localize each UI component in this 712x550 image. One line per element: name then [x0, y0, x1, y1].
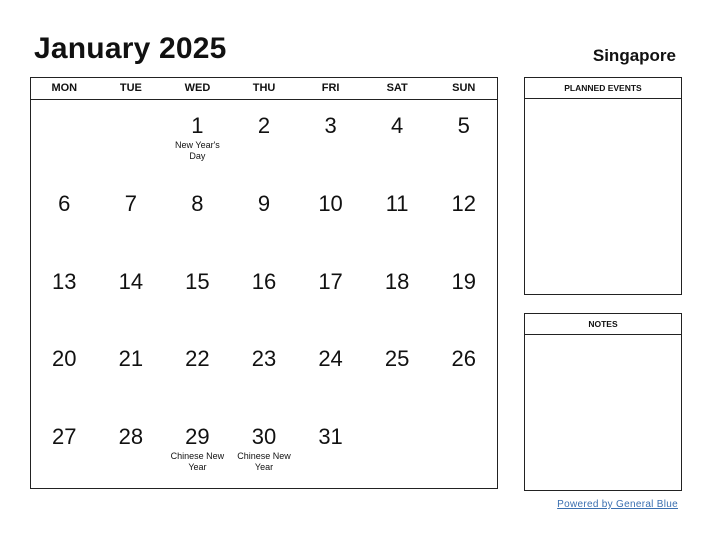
day-number: 17 [318, 268, 343, 294]
day-number: 26 [451, 346, 476, 372]
powered-by-link[interactable]: Powered by General Blue [557, 499, 678, 510]
country-label: Singapore [592, 46, 676, 65]
day-number: 21 [118, 346, 144, 372]
day-cell [364, 178, 431, 256]
calendar-grid [30, 77, 498, 489]
day-number: 12 [451, 190, 476, 216]
day-number: 24 [318, 346, 343, 372]
day-cell [297, 256, 364, 334]
notes-header: NOTES [525, 314, 681, 335]
day-number: 4 [391, 113, 404, 138]
day-number: 13 [52, 268, 77, 294]
day-cell [364, 100, 431, 178]
day-cell [164, 178, 231, 256]
day-number: 18 [384, 268, 410, 294]
day-cell [31, 411, 98, 489]
notes-panel [524, 313, 682, 491]
day-cell [231, 178, 298, 256]
weekday-tue: TUE [119, 82, 142, 94]
day-cell [364, 333, 431, 411]
day-number: 15 [185, 268, 210, 294]
day-number: 5 [457, 113, 470, 138]
day-cell [98, 256, 165, 334]
day-cell [231, 333, 298, 411]
day-number: 9 [257, 190, 271, 216]
day-cell [430, 411, 497, 489]
day-cell [231, 100, 298, 178]
day-cell [231, 256, 298, 334]
day-cell [31, 333, 98, 411]
day-number: 7 [124, 190, 137, 216]
day-number: 2 [257, 113, 271, 138]
day-cell [297, 178, 364, 256]
day-number: 6 [58, 190, 71, 216]
planned-events-header: PLANNED EVENTS [525, 78, 681, 99]
day-cell [430, 333, 497, 411]
weekday-wed: WED [184, 82, 211, 94]
day-number: 1 [191, 113, 204, 138]
holiday-label: Chinese New Year [237, 451, 291, 473]
day-number: 16 [251, 268, 277, 294]
day-cell [430, 178, 497, 256]
day-cell [430, 256, 497, 334]
weekday-thu: THU [252, 82, 276, 94]
weekday-sat: SAT [386, 82, 408, 94]
day-number: 29 [185, 424, 210, 450]
day-number: 30 [251, 424, 277, 450]
weekday-fri: FRI [321, 82, 340, 94]
day-cell [98, 178, 165, 256]
day-cell [430, 100, 497, 178]
day-number: 27 [52, 424, 77, 450]
day-number: 10 [318, 190, 343, 216]
day-cell [297, 100, 364, 178]
day-number: 25 [384, 346, 410, 372]
page-title: January 2025 [34, 32, 227, 65]
day-number: 8 [191, 190, 204, 216]
day-cell [164, 100, 231, 178]
day-number: 28 [118, 424, 144, 450]
day-number: 22 [185, 346, 210, 372]
day-cell [164, 333, 231, 411]
planned-events-panel [524, 77, 682, 295]
day-cell [297, 333, 364, 411]
day-number: 20 [52, 346, 77, 372]
day-cell [297, 411, 364, 489]
day-number: 14 [118, 268, 144, 294]
holiday-label: Chinese New Year [170, 451, 225, 473]
day-cell [364, 411, 431, 489]
weekday-header [31, 78, 497, 100]
day-grid [31, 100, 497, 489]
day-number: 11 [385, 190, 409, 216]
day-cell [231, 411, 298, 489]
day-cell [98, 411, 165, 489]
day-cell [164, 411, 231, 489]
day-number: 31 [318, 424, 343, 450]
day-cell [98, 100, 165, 178]
day-cell [98, 333, 165, 411]
day-cell [364, 256, 431, 334]
weekday-sun: SUN [452, 82, 476, 94]
day-cell [31, 100, 98, 178]
day-number: 23 [251, 346, 277, 372]
day-cell [31, 256, 98, 334]
day-cell [164, 256, 231, 334]
day-number: 3 [324, 113, 337, 138]
day-cell [31, 178, 98, 256]
holiday-label: New Year's Day [175, 140, 220, 161]
weekday-mon: MON [51, 82, 78, 94]
day-number: 19 [451, 268, 476, 294]
